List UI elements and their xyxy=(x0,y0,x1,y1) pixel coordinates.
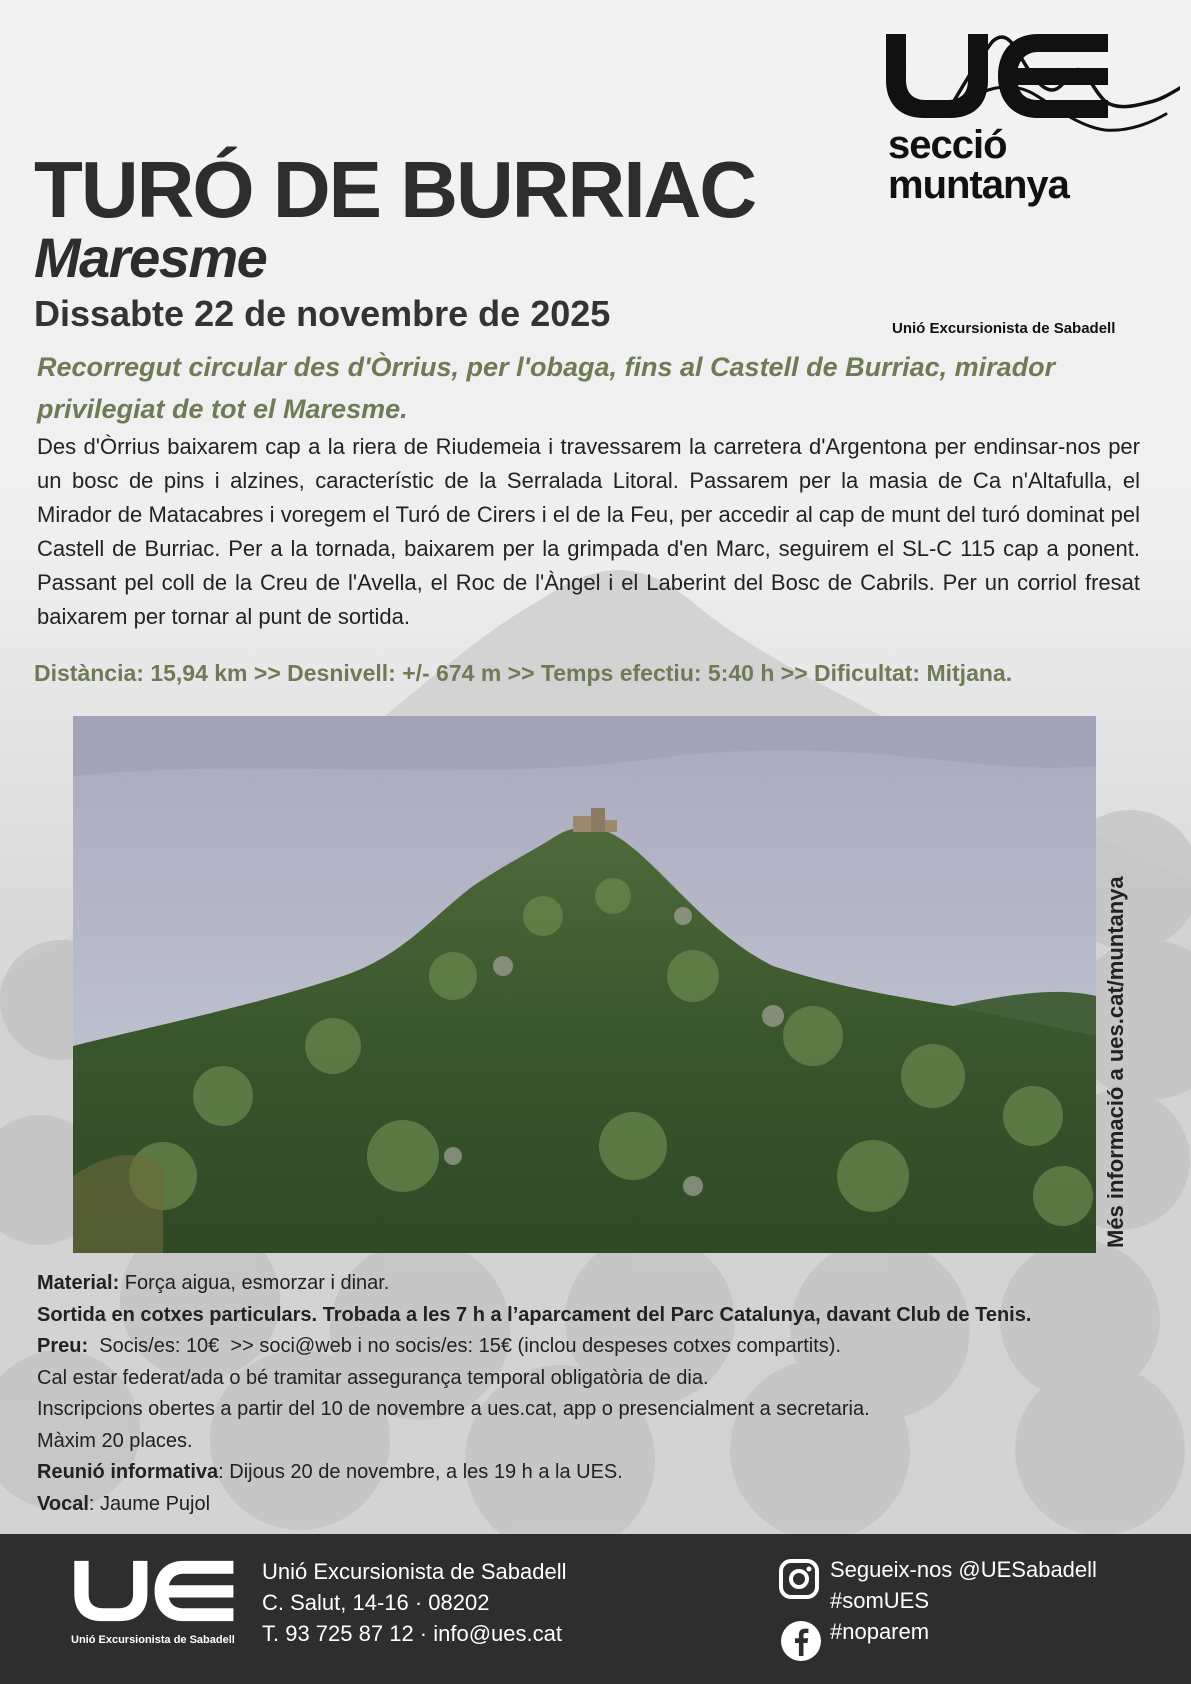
info-price-value: Socis/es: 10€ >> soci@web i no socis/es: 15€ (inclou despeses cotxes compartits). xyxy=(88,1335,842,1357)
info-briefing xyxy=(37,1457,1157,1489)
footer-phone-email[interactable]: T. 93 725 87 12 · info@ues.cat xyxy=(262,1621,562,1646)
logo-line-muntanya: muntanya xyxy=(888,163,1069,207)
info-vocal-label: Vocal xyxy=(37,1492,89,1515)
route-stats: Distància: 15,94 km >> Desnivell: +/- 674 m >> Temps efectiu: 5:40 h >> Dificultat: Mitjana. xyxy=(34,660,1013,686)
info-max-places: Màxim 20 places. xyxy=(37,1429,193,1452)
seccio-muntanya-logo xyxy=(880,30,1180,345)
info-material-label: Material: xyxy=(37,1272,120,1294)
page-title: TURÓ DE BURRIAC xyxy=(34,145,756,234)
route-description: Des d'Òrrius baixarem cap a la riera de Riudemeia i travessarem la carretera d'Argentona per endinsar-nos per un bosc de pins i alzines, característic de la Serralada Litoral. Passarem per la masia de Ca n'Altafulla, el Mirador de Matacabres i voregem el Turó de Cirers i el de la Feu, per accedir al cap de munt del turó dominat pel Castell de Burriac. Per a la tornada, baixarem per la grimpada d'en Marc, seguirem el SL-C 115 cap a ponent. Passant pel coll de la Creu de l'Avella, el Roc de l'Àngel i el Laberint del Bosc de Cabrils. Per un corriol fresat baixarem per tornar al punt de sortida. xyxy=(37,434,1140,629)
footer-hashtag-noparem: #noparem xyxy=(830,1619,930,1644)
info-material-value: Força aigua, esmorzar i dinar. xyxy=(119,1272,390,1294)
info-material xyxy=(37,1268,1157,1300)
footer-contact xyxy=(262,1556,567,1649)
footer xyxy=(0,1534,1191,1684)
info-meeting xyxy=(37,1300,1157,1332)
route-subtitle: Recorregut circular des d'Òrrius, per l'obaga, fins al Castell de Burriac, mirador privilegiat de tot el Maresme. xyxy=(37,352,1056,424)
info-meeting-text: Sortida en cotxes particulars. Trobada a les 7 h a l’aparcament del Parc Catalunya, davant Club de Tenis. xyxy=(37,1303,1032,1326)
more-info-link[interactable]: Més informació a ues.cat/muntanya xyxy=(1103,876,1128,1248)
event-date: Dissabte 22 de novembre de 2025 xyxy=(34,293,611,334)
hill-photo xyxy=(73,716,1096,1253)
footer-org: Unió Excursionista de Sabadell xyxy=(262,1559,567,1584)
logo-subtitle: Unió Excursionista de Sabadell xyxy=(892,320,1116,337)
footer-ues-logo xyxy=(70,1556,242,1626)
region-title: Maresme xyxy=(34,226,267,289)
instagram-icon[interactable] xyxy=(778,1558,820,1600)
info-vocal xyxy=(37,1489,1157,1521)
ues-logo-mark xyxy=(880,30,1120,122)
footer-address: C. Salut, 14-16 · 08202 xyxy=(262,1590,490,1615)
footer-logo-subtitle: Unió Excursionista de Sabadell xyxy=(71,1634,235,1646)
info-briefing-label: Reunió informativa xyxy=(37,1461,219,1483)
info-price xyxy=(37,1331,1157,1363)
facebook-icon[interactable] xyxy=(780,1620,822,1662)
practical-info xyxy=(37,1268,1157,1520)
info-federation: Cal estar federat/ada o bé tramitar assegurança temporal obligatòria de dia. xyxy=(37,1366,709,1389)
info-price-label: Preu: xyxy=(37,1335,89,1357)
logo-line-seccio: secció xyxy=(888,123,1007,167)
footer-hashtag-somues: #somUES xyxy=(830,1588,930,1613)
footer-instagram-handle[interactable]: Segueix-nos @UESabadell xyxy=(830,1557,1097,1582)
info-vocal-value: : Jaume Pujol xyxy=(88,1492,211,1515)
info-briefing-value: : Dijous 20 de novembre, a les 19 h a la UES. xyxy=(218,1461,623,1483)
info-registrations: Inscripcions obertes a partir del 10 de novembre a ues.cat, app o presencialment a secretaria. xyxy=(37,1398,870,1420)
footer-social xyxy=(830,1554,1097,1647)
